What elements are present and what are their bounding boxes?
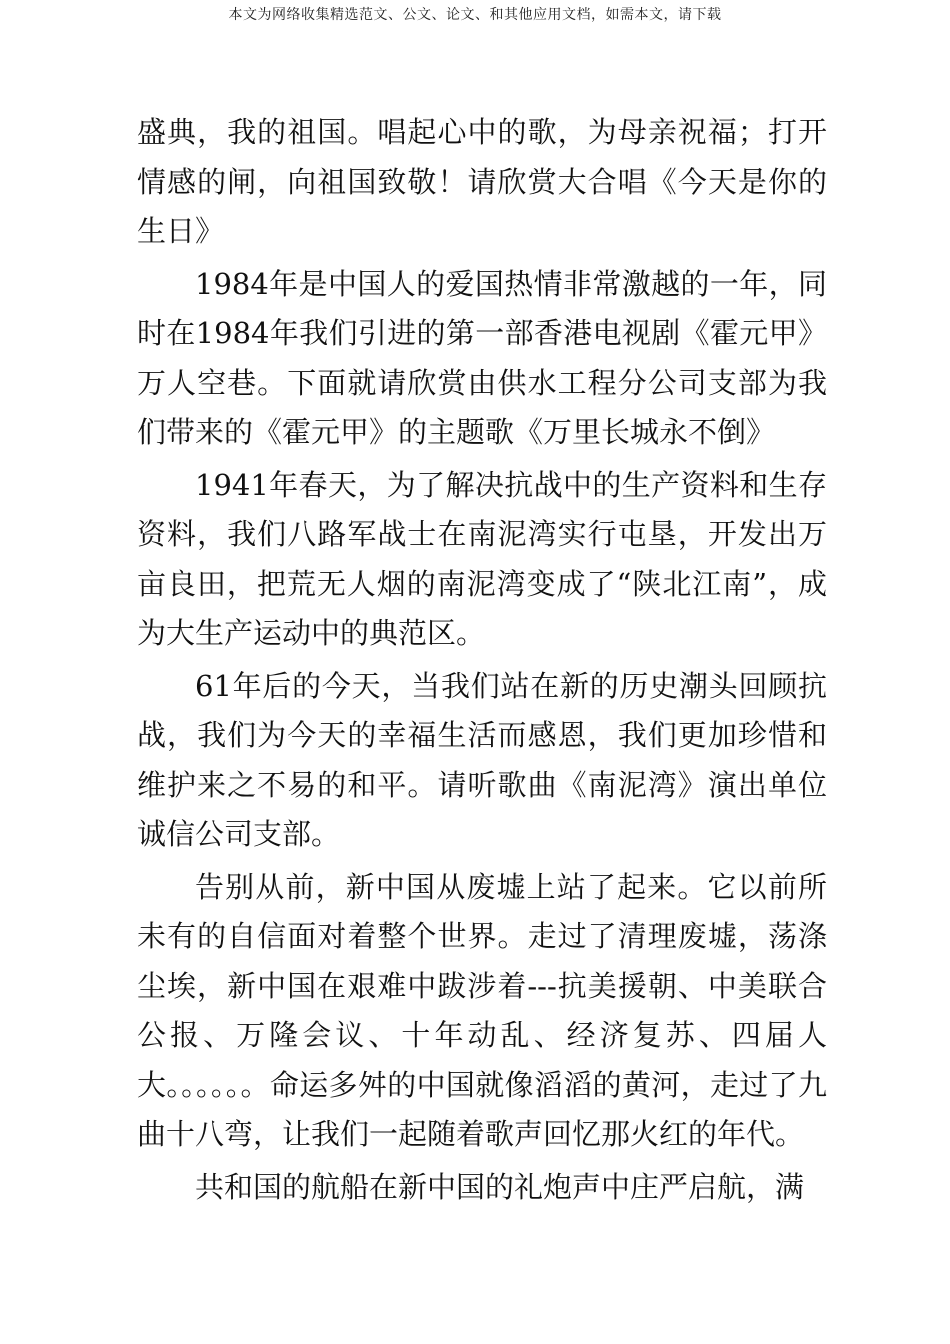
paragraph-republic-ship: 共和国的航船在新中国的礼炮声中庄严启航，满 <box>195 1169 805 1204</box>
document-body <box>137 108 827 1215</box>
paragraph-new-china: 告别从前，新中国从废墟上站了起来。它以前所未有的自信面对着整个世界。走过了清理废墟，荡涤尘埃，新中国在艰难中跋涉着---抗美援朝、中美联合公报、万隆会议、十年动乱、经济复苏、四届人大。。。。。。命运多舛的中国就像滔滔的黄河，走过了九曲十八弯，让我们一起随着歌声回忆那火红的年代。 <box>137 869 827 1151</box>
paragraph-continued: 盛典，我的祖国。唱起心中的歌，为母亲祝福；打开情感的闸，向祖国致敬！请欣赏大合唱《今天是你的生日》 <box>137 115 827 248</box>
download-notice-header: 本文为网络收集精选范文、公文、论文、和其他应用文档，如需本文，请下载 <box>228 7 722 23</box>
paragraph-61-years-later: 61年后的今天，当我们站在新的历史潮头回顾抗战，我们为今天的幸福生活而感恩，我们更加珍惜和维护来之不易的和平。请听歌曲《南泥湾》演出单位诚信公司支部。 <box>137 668 827 851</box>
paragraph-1984-huo-yuanjia: 1984年是中国人的爱国热情非常激越的一年，同时在1984年我们引进的第一部香港电视剧《霍元甲》万人空巷。下面就请欣赏由供水工程分公司支部为我们带来的《霍元甲》的主题歌《万里长城永不倒》 <box>137 266 827 449</box>
paragraph-1941-nanniwan: 1941年春天，为了解决抗战中的生产资料和生存资料，我们八路军战士在南泥湾实行屯垦，开发出万亩良田，把荒无人烟的南泥湾变成了“陕北江南”，成为大生产运动中的典范区。 <box>137 467 827 650</box>
